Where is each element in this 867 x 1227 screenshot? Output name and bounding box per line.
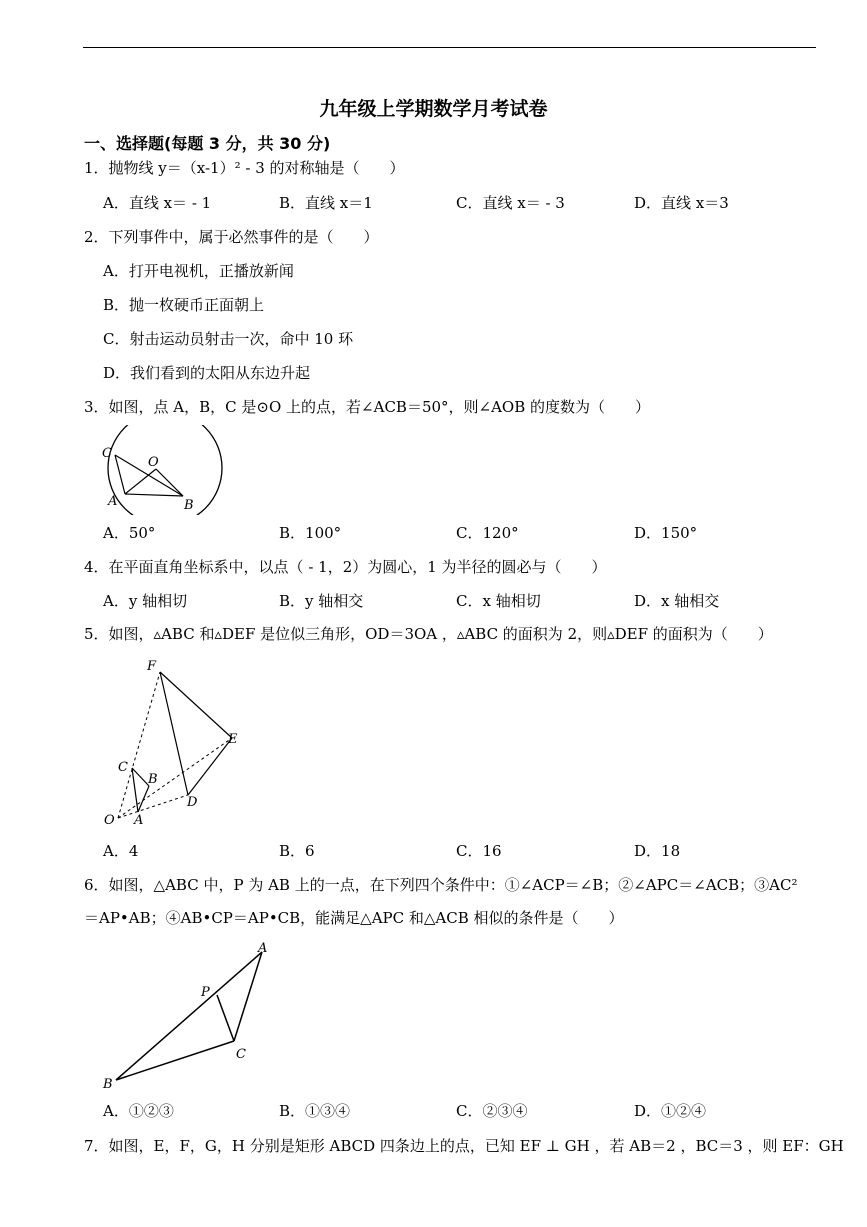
q4-option-a: A．y 轴相切 <box>103 592 188 610</box>
q5-label-c: C <box>118 760 128 775</box>
question-1-stem: 1．抛物线 y＝（x-1）² - 3 的对称轴是（ ） <box>84 159 405 177</box>
q3-label-a: A <box>108 494 118 509</box>
q5-label-f: F <box>147 659 157 674</box>
q6-triangle-figure <box>100 936 280 1092</box>
q4-option-c: C．x 轴相切 <box>456 592 541 610</box>
question-6-stem-line2: ＝AP•AB；④AB•CP＝AP•CB，能满足△APC 和△ACB 相似的条件是（ ） <box>84 909 624 927</box>
q6-option-a: A．①②③ <box>103 1102 174 1120</box>
question-5-stem: 5．如图，▵ABC 和▵DEF 是位似三角形，OD＝3OA ，▵ABC 的面积为 2，则▵DEF 的面积为（ ） <box>84 625 773 643</box>
q5-label-e: E <box>228 732 238 747</box>
q6-label-p: P <box>201 985 210 1000</box>
q1-option-c: C．直线 x＝ - 3 <box>456 194 565 212</box>
q4-option-d: D．x 轴相交 <box>634 592 720 610</box>
q1-option-d: D．直线 x＝3 <box>634 194 729 212</box>
question-2-stem: 2．下列事件中，属于必然事件的是（ ） <box>84 228 379 246</box>
q5-label-d: D <box>187 795 198 810</box>
q2-option-a: A．打开电视机，正播放新闻 <box>103 262 294 280</box>
q3-option-d: D．150° <box>634 524 698 542</box>
section-heading: 一、选择题(每题 3 分，共 30 分) <box>84 134 331 153</box>
question-7-stem: 7．如图，E，F，G，H 分别是矩形 ABCD 四条边上的点，已知 EF ⊥ GH ，若 AB＝2 ，BC＝3 ，则 EF：GH <box>84 1137 844 1155</box>
q6-option-d: D．①②④ <box>634 1102 707 1120</box>
question-6-stem-line1: 6．如图，△ABC 中，P 为 AB 上的一点，在下列四个条件中：①∠ACP＝∠B；②∠APC＝∠ACB；③AC² <box>84 876 798 894</box>
q3-option-a: A．50° <box>103 524 156 542</box>
q5-label-o: O <box>104 813 115 828</box>
q3-label-b: B <box>184 498 194 513</box>
header-rule <box>83 47 816 48</box>
circle-o <box>108 425 222 515</box>
q3-label-c: C <box>102 446 112 461</box>
q2-option-b: B．抛一枚硬币正面朝上 <box>103 296 265 314</box>
q6-label-c: C <box>236 1047 246 1062</box>
q2-option-d: D．我们看到的太阳从东边升起 <box>103 364 311 382</box>
q5-label-a: A <box>134 813 144 828</box>
q1-option-a: A．直线 x＝ - 1 <box>103 194 212 212</box>
q3-label-o: O <box>148 455 159 470</box>
page-title: 九年级上学期数学月考试卷 <box>319 98 548 120</box>
q6-option-c: C．②③④ <box>456 1102 528 1120</box>
q3-option-b: B．100° <box>279 524 342 542</box>
q5-option-d: D．18 <box>634 842 681 860</box>
question-3-stem: 3．如图，点 A，B，C 是⊙O 上的点，若∠ACB＝50°，则∠AOB 的度数为（ ） <box>84 398 651 416</box>
q6-label-a: A <box>258 941 268 956</box>
q3-option-c: C．120° <box>456 524 519 542</box>
q6-option-b: B．①③④ <box>279 1102 351 1120</box>
q5-label-b: B <box>148 772 158 787</box>
q5-homothety-figure <box>100 652 250 832</box>
q2-option-c: C．射击运动员射击一次，命中 10 环 <box>103 330 354 348</box>
q6-label-b: B <box>103 1077 113 1092</box>
q5-option-c: C．16 <box>456 842 502 860</box>
q1-option-b: B．直线 x＝1 <box>279 194 373 212</box>
question-4-stem: 4．在平面直角坐标系中，以点（ - 1，2）为圆心，1 为半径的圆必与（ ） <box>84 558 607 576</box>
q3-circle-figure <box>100 425 230 515</box>
q5-option-a: A．4 <box>103 842 139 860</box>
q4-option-b: B．y 轴相交 <box>279 592 364 610</box>
q5-option-b: B．6 <box>279 842 315 860</box>
